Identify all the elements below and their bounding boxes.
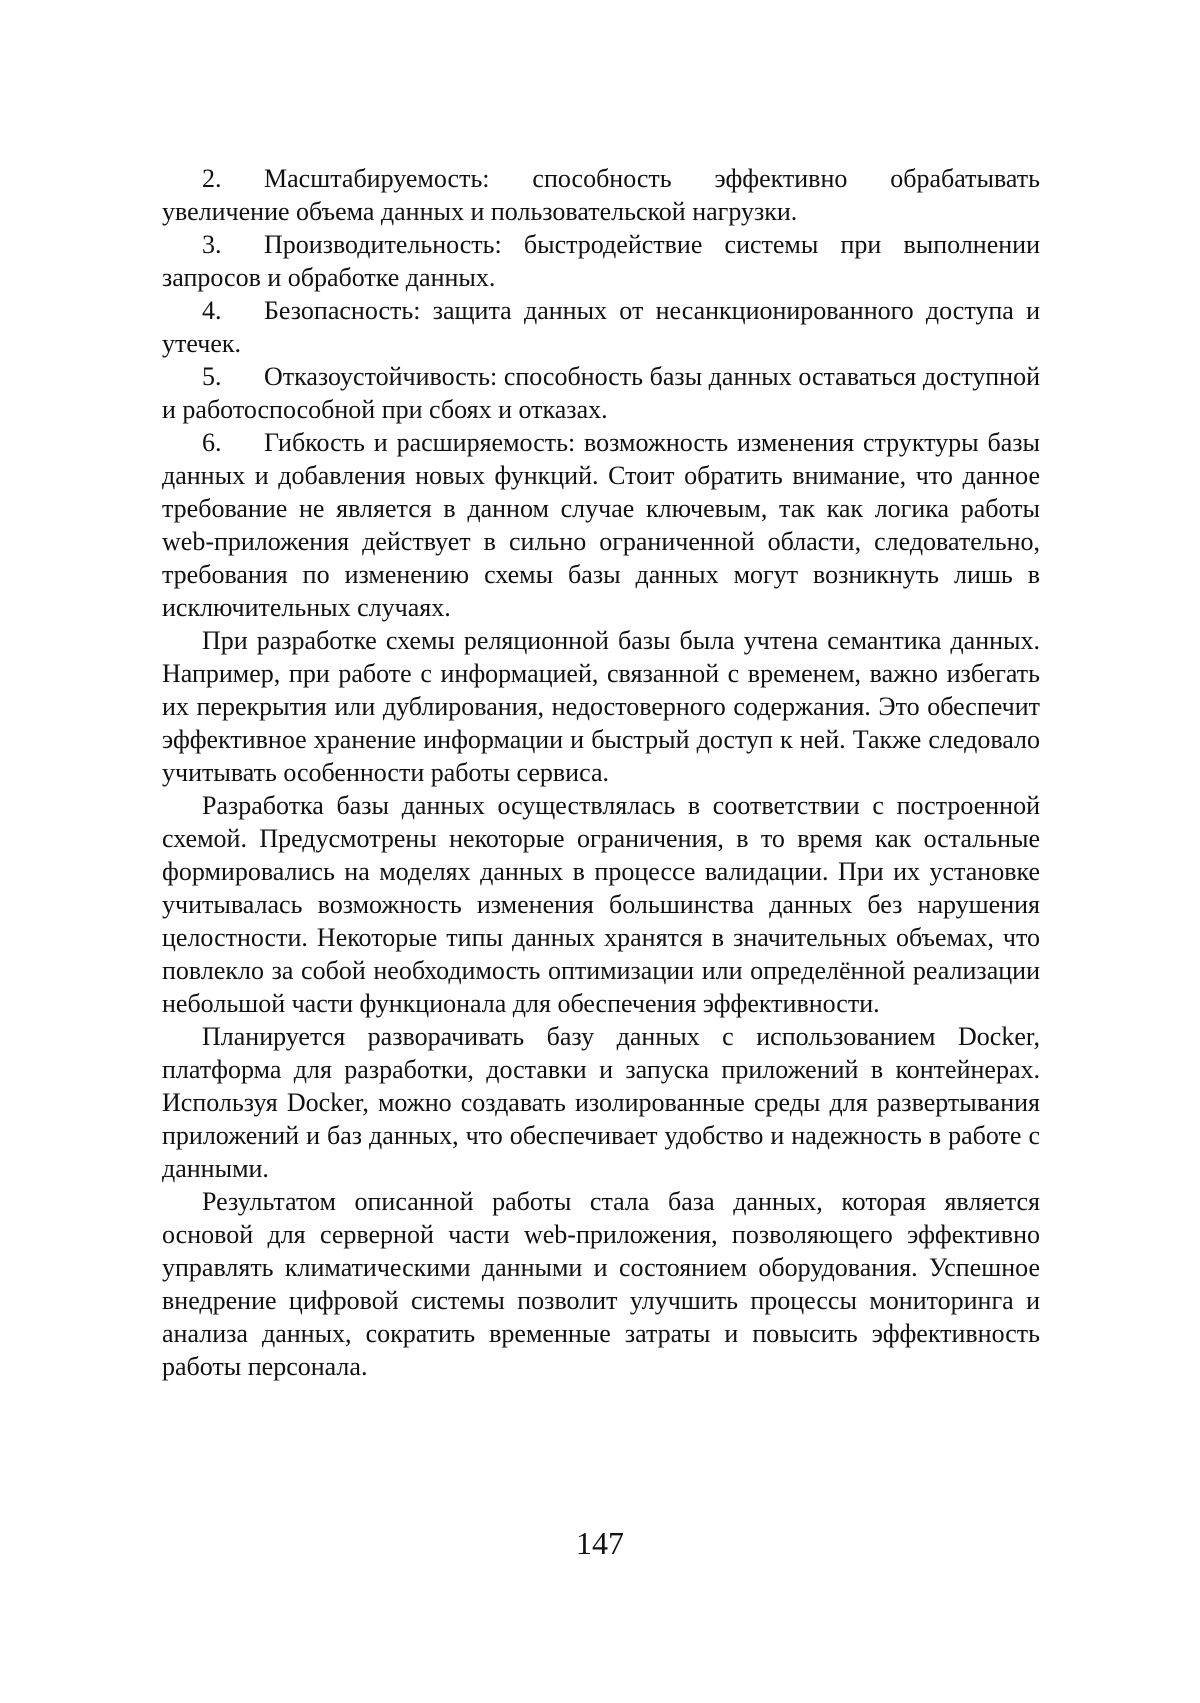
list-item-text: Гибкость и расширяемость: возможность изменения структуры базы данных и добавления новых функций. Стоит обратить внимание, что данное требование не является в данном случае ключевым, так как логика работы web-приложения действует в сильно ограниченной области, следовательно, требования по изменению схемы базы данных могут возникнуть лишь в исключительных случаях. (162, 428, 1040, 622)
list-item-number: 5. (202, 360, 264, 393)
list-item (162, 294, 1040, 360)
page-number: 147 (0, 1523, 1200, 1563)
list-item-text: Производительность: быстродействие системы при выполнении запросов и обработке данных. (162, 230, 1040, 292)
paragraph-result: Результатом описанной работы стала база данных, которая является основой для серверной части web-приложения, позволяющего эффективно управлять климатическими данными и состоянием оборудования. Успешное внедрение цифровой системы позволит улучшить процессы мониторинга и анализа данных, сократить временные затраты и повысить эффективность работы персонала. (162, 1185, 1040, 1383)
list-item (162, 162, 1040, 228)
list-item-number: 6. (202, 426, 264, 459)
body-text (162, 162, 1040, 1383)
paragraph-development: Разработка базы данных осуществлялась в соответствии с построенной схемой. Предусмотрены некоторые ограничения, в то время как остальные формировались на моделях данных в процессе валидации. При их установке учитывалась возможность изменения большинства данных без нарушения целостности. Некоторые типы данных хранятся в значительных объемах, что повлекло за собой необходимость оптимизации или определённой реализации небольшой части функционала для обеспечения эффективности. (162, 789, 1040, 1020)
list-item-number: 4. (202, 294, 264, 327)
list-item (162, 426, 1040, 624)
paragraph-semantics: При разработке схемы реляционной базы была учтена семантика данных. Например, при работе с информацией, связанной с временем, важно избегать их перекрытия или дублирования, недостоверного содержания. Это обеспечит эффективное хранение информации и быстрый доступ к ней. Также следовало учитывать особенности работы сервиса. (162, 624, 1040, 789)
list-item-number: 3. (202, 228, 264, 261)
document-page (0, 0, 1200, 1703)
list-item-text: Безопасность: защита данных от несанкционированного доступа и утечек. (162, 296, 1040, 358)
paragraph-docker: Планируется разворачивать базу данных с использованием Docker, платформа для разработки, доставки и запуска приложений в контейнерах. Используя Docker, можно создавать изолированные среды для развертывания приложений и баз данных, что обеспечивает удобство и надежность в работе с данными. (162, 1020, 1040, 1185)
list-item (162, 360, 1040, 426)
list-item-number: 2. (202, 162, 264, 195)
list-item-text: Масштабируемость: способность эффективно обрабатывать увеличение объема данных и пользовательской нагрузки. (162, 164, 1040, 226)
list-item (162, 228, 1040, 294)
list-item-text: Отказоустойчивость: способность базы данных оставаться доступной и работоспособной при сбоях и отказах. (162, 362, 1040, 424)
